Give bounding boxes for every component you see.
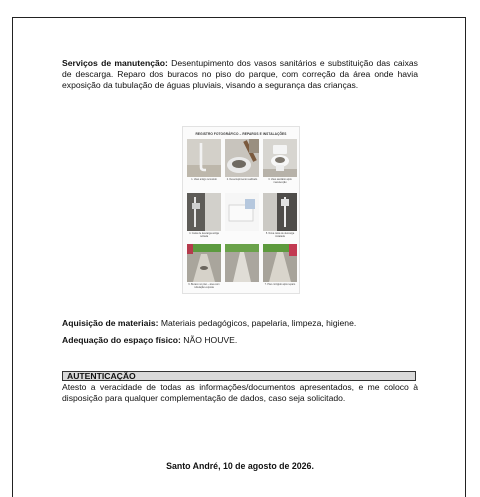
photo-toilet-repaired	[263, 139, 297, 177]
authentication-text: Atesto a veracidade de todas as informações/documentos apresentados, e me coloco à disposição para qualquer complementação de dados, caso seja solicitado.	[62, 382, 418, 403]
materials-paragraph	[62, 318, 418, 329]
photo-report-figure	[182, 126, 300, 294]
photo-caption: 4. Caixa de descarga antiga retirada	[189, 232, 219, 238]
photo-caption: 1. Vaso antigo removido	[191, 178, 217, 181]
space-label: Adequação do espaço físico:	[62, 335, 181, 345]
authentication-heading: AUTENTICAÇÃO	[62, 371, 416, 381]
maintenance-text: Desentupimento dos vasos sanitários e substituição das caixas de descarga. Reparo dos buracos no piso do parque, com correção da área onde havia exposição da tubulação de águas pluviais, visando a segurança das crianças.	[62, 58, 418, 90]
photo-pipe-exposed	[225, 244, 259, 282]
photo-caption: 5. Nova caixa de descarga instalada	[265, 232, 295, 238]
materials-text: Materiais pedagógicos, papelaria, limpeza, higiene.	[158, 318, 357, 328]
figure-title: REGISTRO FOTOGRÁFICO – REPAROS E INSTALAÇÕES	[195, 132, 287, 136]
photo-old-tank	[187, 193, 221, 231]
photo-new-tank	[263, 193, 297, 231]
photo-caption: 7. Piso corrigido após reparo	[264, 283, 296, 286]
photo-caption: 6. Buraco no piso – área com tubulação exposta	[188, 283, 220, 289]
photo-unclogging	[225, 139, 259, 177]
photo-tank-box	[225, 193, 259, 231]
materials-label: Aquisição de materiais:	[62, 318, 159, 328]
photo-caption: 3. Vaso sanitário após manutenção	[268, 178, 292, 184]
space-text: NÃO HOUVE.	[180, 335, 238, 345]
photo-old-pipe	[187, 139, 221, 177]
space-paragraph	[62, 335, 418, 346]
photo-hole-floor	[187, 244, 221, 282]
maintenance-paragraph	[62, 58, 418, 91]
photo-caption: 2. Desentupimento realizado	[226, 178, 258, 181]
photo-floor-fixed	[263, 244, 297, 282]
place-date: Santo André, 10 de agosto de 2026.	[166, 461, 314, 471]
maintenance-label: Serviços de manutenção:	[62, 58, 168, 68]
